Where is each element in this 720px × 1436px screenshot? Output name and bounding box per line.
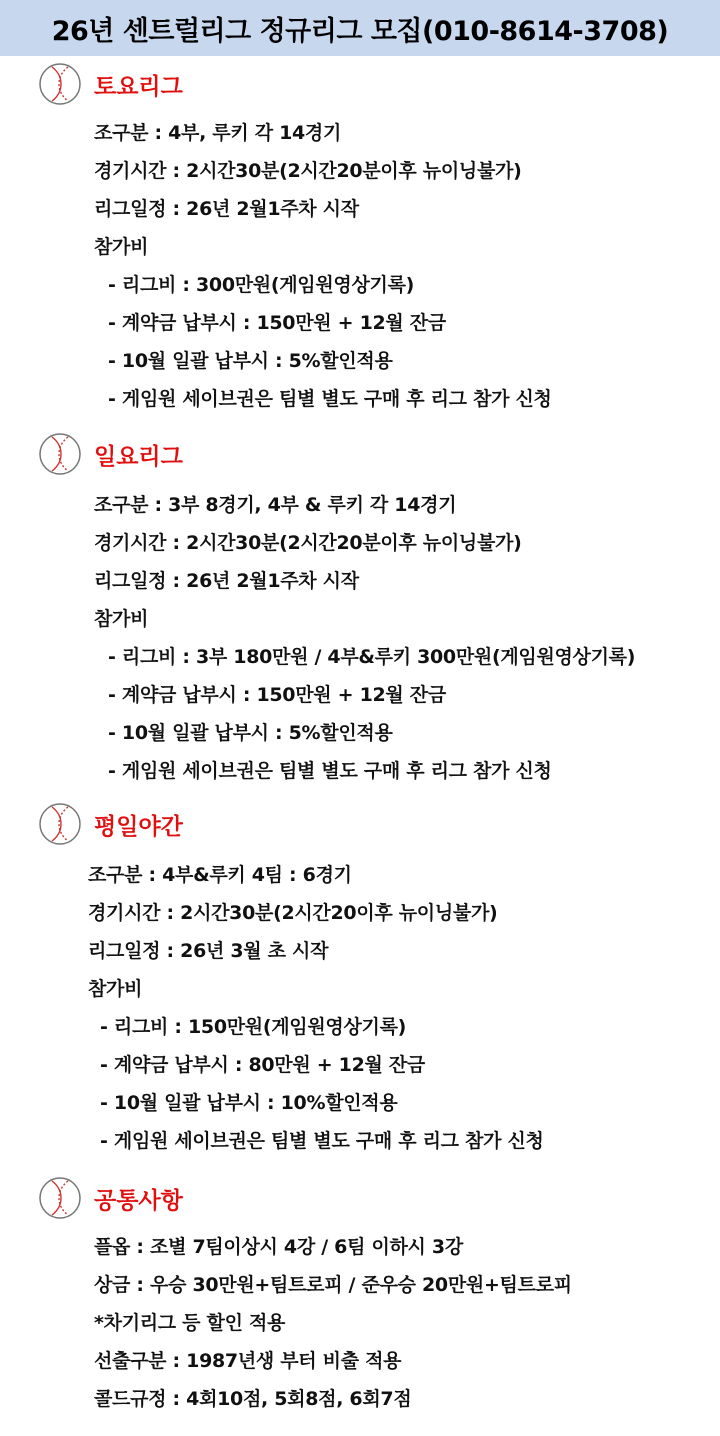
text-line: 리그일정 : 26년 3월 초 시작 xyxy=(88,940,329,962)
section-header xyxy=(0,800,720,846)
text-line: 조구분 : 4부&루키 4팀 : 6경기 xyxy=(88,864,352,886)
text-line: 플옵 : 조별 7팀이상시 4강 / 6팀 이하시 3강 xyxy=(94,1236,463,1258)
text-line: - 게임원 세이브권은 팀별 별도 구매 후 리그 참가 신청 xyxy=(108,388,552,410)
text-line: - 게임원 세이브권은 팀별 별도 구매 후 리그 참가 신청 xyxy=(108,760,552,782)
section-title: 공통사항 xyxy=(94,1188,183,1214)
baseball-icon xyxy=(38,1176,82,1220)
text-line: 참가비 xyxy=(94,608,149,630)
text-line: - 계약금 납부시 : 150만원 + 12월 잔금 xyxy=(108,684,446,706)
baseball-icon xyxy=(38,432,82,476)
text-line: - 10월 일괄 납부시 : 10%할인적용 xyxy=(100,1092,398,1114)
text-line: 리그일정 : 26년 2월1주차 시작 xyxy=(94,198,359,220)
text-line: - 리그비 : 150만원(게임원영상기록) xyxy=(100,1016,407,1038)
page-header xyxy=(0,0,720,56)
section-header xyxy=(0,60,720,106)
section-title: 일요리그 xyxy=(94,444,183,470)
baseball-icon xyxy=(38,62,82,106)
text-line: 콜드규정 : 4회10점, 5회8점, 6회7점 xyxy=(94,1388,412,1410)
text-line: 경기시간 : 2시간30분(2시간20이후 뉴이닝불가) xyxy=(88,902,498,924)
section-common-rules xyxy=(0,1174,720,1410)
text-line: 조구분 : 3부 8경기, 4부 & 루키 각 14경기 xyxy=(94,494,457,516)
text-line: 참가비 xyxy=(88,978,143,1000)
text-line: - 10월 일괄 납부시 : 5%할인적용 xyxy=(108,722,393,744)
text-line: - 리그비 : 3부 180만원 / 4부&루키 300만원(게임원영상기록) xyxy=(108,646,636,668)
section-sunday-league xyxy=(0,430,720,782)
text-line: 경기시간 : 2시간30분(2시간20분이후 뉴이닝불가) xyxy=(94,532,522,554)
page-title: 26년 센트럴리그 정규리그 모집(010-8614-3708) xyxy=(51,15,669,47)
text-line: - 10월 일괄 납부시 : 5%할인적용 xyxy=(108,350,393,372)
text-line: 조구분 : 4부, 루키 각 14경기 xyxy=(94,122,342,144)
section-saturday-league xyxy=(0,60,720,410)
baseball-icon xyxy=(38,802,82,846)
text-line: 참가비 xyxy=(94,236,149,258)
text-line: - 리그비 : 300만원(게임원영상기록) xyxy=(108,274,415,296)
section-title: 토요리그 xyxy=(94,74,183,100)
text-line: 경기시간 : 2시간30분(2시간20분이후 뉴이닝불가) xyxy=(94,160,522,182)
text-line: 상금 : 우승 30만원+팀트로피 / 준우승 20만원+팀트로피 xyxy=(94,1274,572,1296)
section-header xyxy=(0,1174,720,1220)
section-weekday-night xyxy=(0,800,720,1152)
text-line: 리그일정 : 26년 2월1주차 시작 xyxy=(94,570,359,592)
text-line: - 계약금 납부시 : 80만원 + 12월 잔금 xyxy=(100,1054,425,1076)
text-line: - 게임원 세이브권은 팀별 별도 구매 후 리그 참가 신청 xyxy=(100,1130,544,1152)
text-line: 선출구분 : 1987년생 부터 비출 적용 xyxy=(94,1350,402,1372)
text-line: - 계약금 납부시 : 150만원 + 12월 잔금 xyxy=(108,312,446,334)
text-line: *차기리그 등 할인 적용 xyxy=(94,1312,286,1334)
section-header xyxy=(0,430,720,476)
section-title: 평일야간 xyxy=(94,814,183,840)
